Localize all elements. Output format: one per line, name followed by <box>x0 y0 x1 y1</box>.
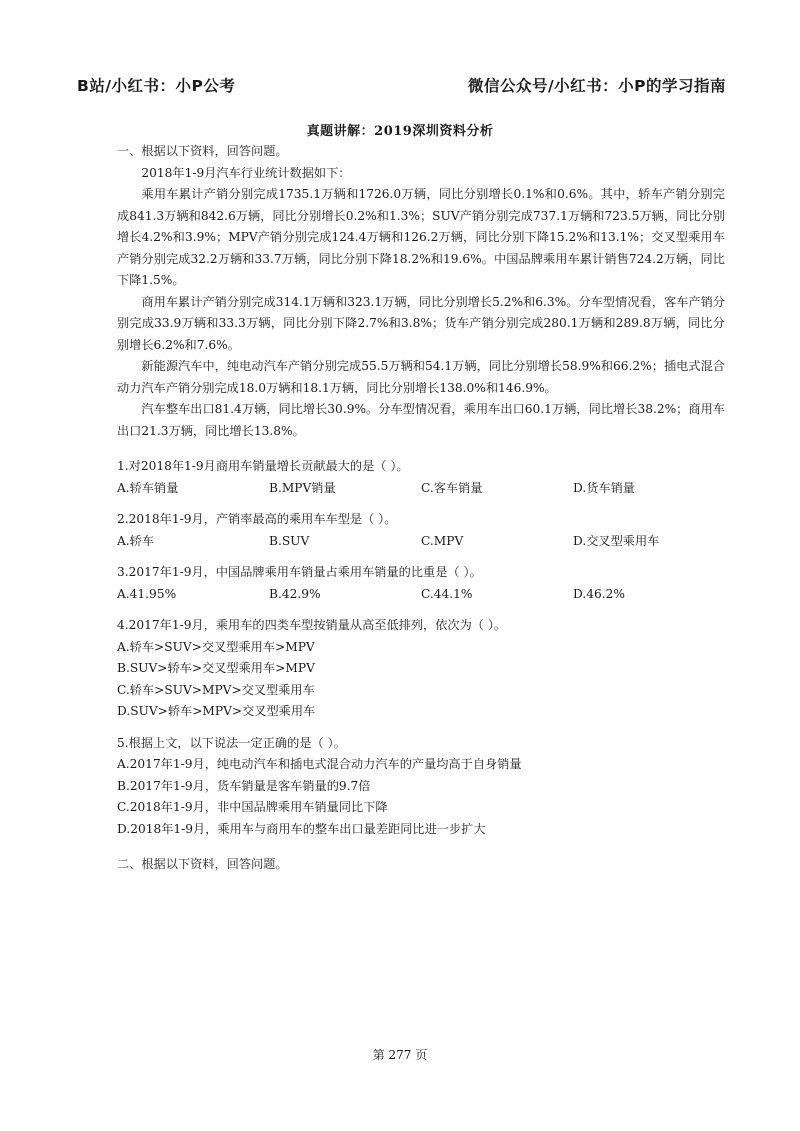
option-a: A.轿车>SUV>交叉型乘用车>MPV <box>117 639 315 654</box>
section-2-heading: 二、根据以下资料，回答问题。 <box>117 857 288 871</box>
option-a: A.轿车 <box>117 533 155 548</box>
option-b: B.2017年1-9月，货车销量是客车销量的9.7倍 <box>117 778 371 793</box>
section-1-intro: 2018年1-9月汽车行业统计数据如下： <box>141 165 351 180</box>
question-stem: 1.对2018年1-9月商用车销量增长贡献最大的是（ ）。 <box>117 459 409 473</box>
option-d: D.SUV>轿车>MPV>交叉型乘用车 <box>117 704 316 718</box>
option-a: A.轿车销量 <box>117 480 179 495</box>
option-b: B.SUV>轿车>交叉型乘用车>MPV <box>117 661 315 675</box>
option-c: C.MPV <box>421 533 464 548</box>
question-stem: 2.2018年1-9月，产销率最高的乘用车车型是（ ）。 <box>117 512 397 526</box>
page-title: 真题讲解：2019深圳资料分析 <box>306 124 494 139</box>
option-d: D.2018年1-9月，乘用车与商用车的整车出口量差距同比进一步扩大 <box>117 821 486 836</box>
option-c: C.轿车>SUV>MPV>交叉型乘用车 <box>117 682 315 697</box>
question-2 <box>117 509 725 552</box>
option-d: D.46.2% <box>573 586 625 601</box>
question-stem: 3.2017年1-9月，中国品牌乘用车销量占乘用车销量的比重是（ ）。 <box>117 565 482 579</box>
option-row <box>117 584 725 606</box>
question-1 <box>117 456 725 499</box>
option-a: A.2017年1-9月，纯电动汽车和插电式混合动力汽车的产量均高于自身销量 <box>117 757 522 771</box>
paragraph-new-energy: 新能源汽车中，纯电动汽车产销分别完成55.5万辆和54.1万辆，同比分别增长58.9%和66.2%；插电式混合动力汽车产销分别完成18.0万辆和18.1万辆，同比分别增长138.0%和146.9%。 <box>117 359 725 395</box>
page-number: 第 277 页 <box>372 1048 428 1062</box>
option-row <box>117 531 725 553</box>
question-3 <box>117 562 725 605</box>
paragraph-commercial-vehicles: 商用车累计产销分别完成314.1万辆和323.1万辆，同比分别增长5.2%和6.3%。分车型情况看，客车产销分别完成33.9万辆和33.3万辆，同比分别下降2.7%和3.8%；货车产销分别完成280.1万辆和289.8万辆，同比分别增长6.2%和7.6%。 <box>117 294 725 352</box>
paragraph-passenger-cars: 乘用车累计产销分别完成1735.1万辆和1726.0万辆，同比分别增长0.1%和0.6%。其中，轿车产销分别完成841.3万辆和842.6万辆，同比分别增长0.2%和1.3%；SUV产销分别完成737.1万辆和723.5万辆，同比分别增长4.2%和3.9%；MPV产销分别完成124.4万辆和126.2万辆，同比分别下降15.2%和13.1%；交叉型乘用车产销分别完成32.2万辆和33.7万辆，同比分别下降18.2%和19.6%。中国品牌乘用车累计销售724.2万辆，同比下降1.5%。 <box>117 187 725 287</box>
header-right-text: 微信公众号/小红书：小P的学习指南 <box>467 77 726 95</box>
option-d: D.交叉型乘用车 <box>573 533 660 548</box>
option-c: C.2018年1-9月，非中国品牌乘用车销量同比下降 <box>117 800 388 814</box>
option-d: D.货车销量 <box>573 480 635 495</box>
option-a: A.41.95% <box>117 586 177 601</box>
paragraph-exports: 汽车整车出口81.4万辆，同比增长30.9%。分车型情况看，乘用车出口60.1万辆，同比增长38.2%；商用车出口21.3万辆，同比增长13.8%。 <box>117 402 725 438</box>
main-content <box>117 141 725 876</box>
option-b: B.SUV <box>269 533 310 548</box>
option-c: C.客车销量 <box>421 480 483 495</box>
option-row <box>117 478 725 500</box>
question-stem: 4.2017年1-9月，乘用车的四类车型按销量从高至低排列，依次为（ ）。 <box>117 618 507 632</box>
section-1-heading: 一、根据以下资料，回答问题。 <box>117 144 288 158</box>
option-b: B.MPV销量 <box>269 480 336 495</box>
question-5 <box>117 733 725 841</box>
option-b: B.42.9% <box>269 586 321 601</box>
header-left-text: B站/小红书：小P公考 <box>77 77 236 95</box>
question-stem: 5.根据上文，以下说法一定正确的是（ ）。 <box>117 735 346 750</box>
question-4 <box>117 615 725 723</box>
option-c: C.44.1% <box>421 586 473 601</box>
